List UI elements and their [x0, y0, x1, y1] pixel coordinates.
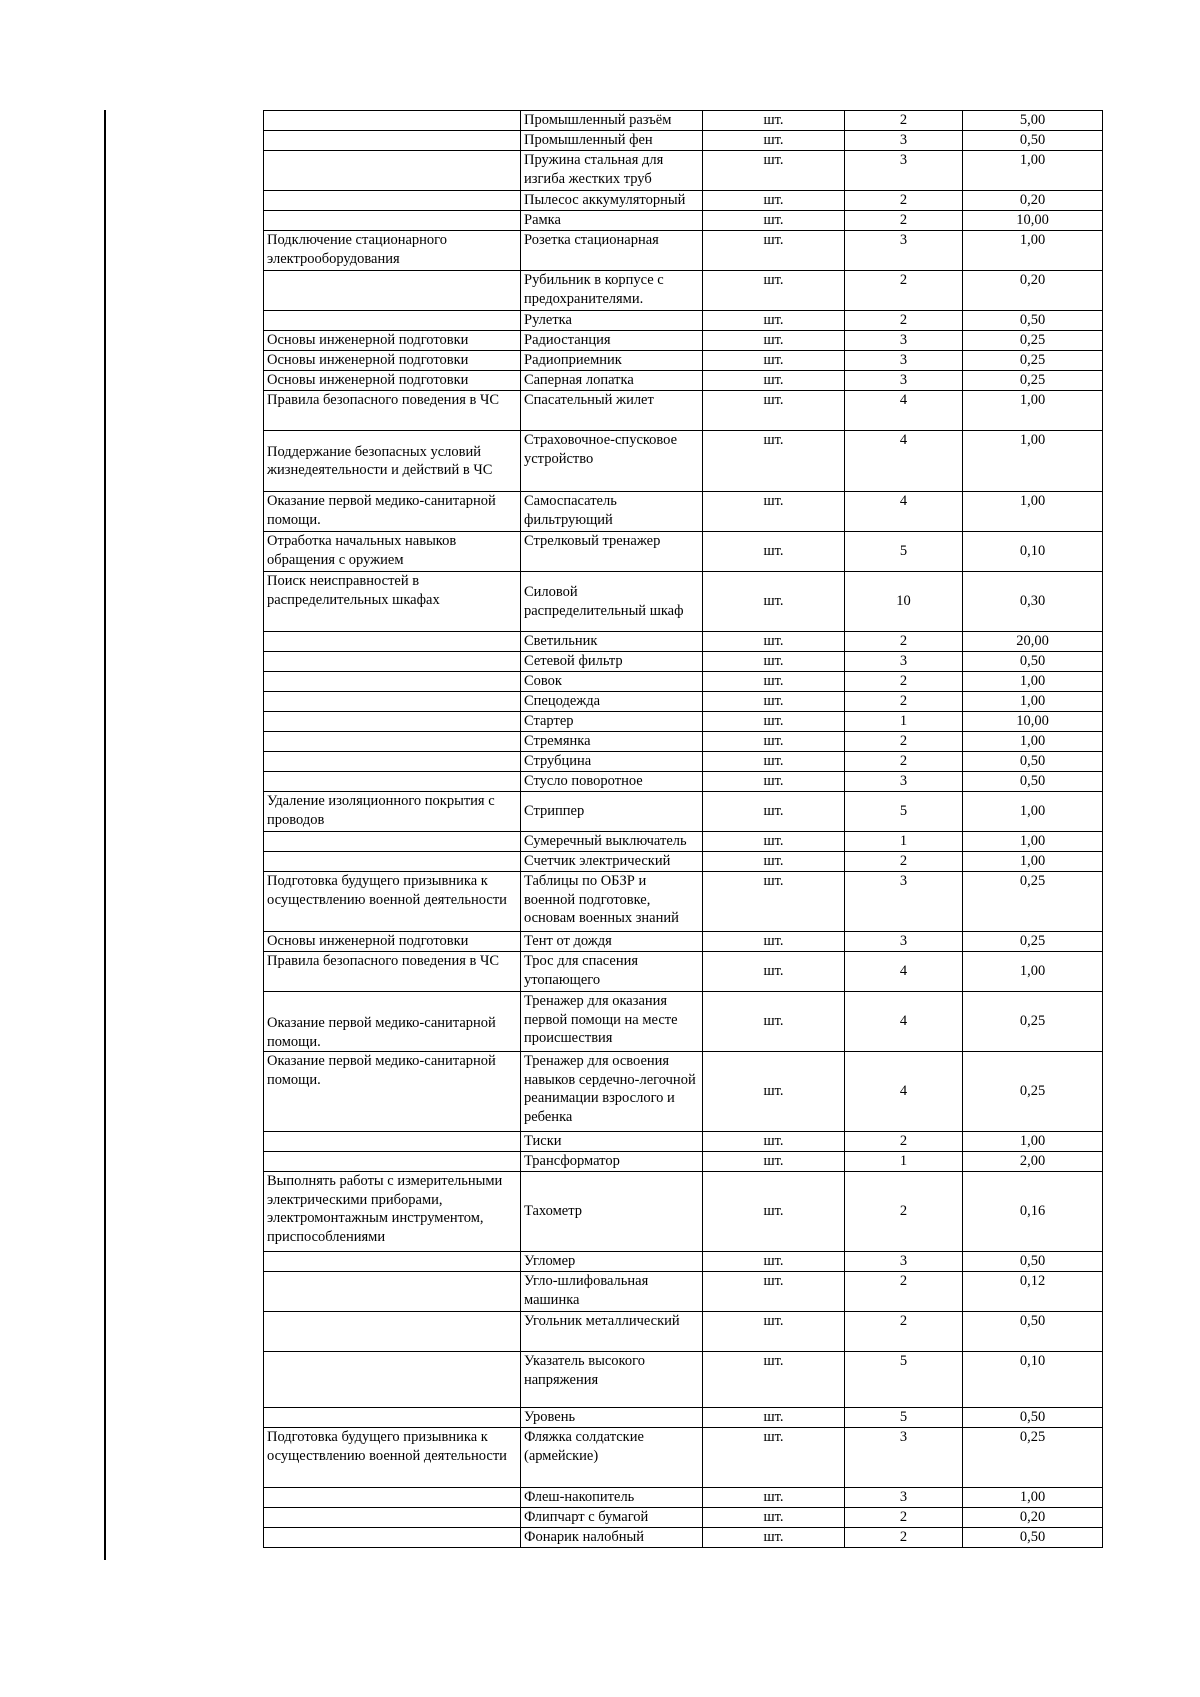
value-cell: 0,50 — [963, 1408, 1103, 1428]
topic-cell — [264, 1488, 521, 1508]
table-row — [264, 672, 1103, 692]
table-row — [264, 632, 1103, 652]
quantity-cell: 3 — [845, 231, 963, 271]
value-cell: 1,00 — [963, 732, 1103, 752]
item-name-cell: Пылесос аккумуляторный — [521, 191, 703, 211]
quantity-cell: 2 — [845, 1312, 963, 1352]
topic-cell — [264, 1528, 521, 1548]
topic-cell — [264, 772, 521, 792]
table-row — [264, 131, 1103, 151]
quantity-cell: 3 — [845, 351, 963, 371]
unit-cell: шт. — [703, 331, 845, 351]
quantity-cell: 1 — [845, 712, 963, 732]
value-cell: 1,00 — [963, 1132, 1103, 1152]
quantity-cell: 2 — [845, 852, 963, 872]
value-cell: 20,00 — [963, 632, 1103, 652]
topic-cell — [264, 1508, 521, 1528]
table-row — [264, 351, 1103, 371]
topic-cell — [264, 1152, 521, 1172]
table-row — [264, 572, 1103, 632]
unit-cell: шт. — [703, 311, 845, 331]
table-row — [264, 732, 1103, 752]
item-name-cell: Радиостанция — [521, 331, 703, 351]
topic-cell — [264, 271, 521, 311]
item-name-cell: Стусло поворотное — [521, 772, 703, 792]
quantity-cell: 3 — [845, 1488, 963, 1508]
quantity-cell: 2 — [845, 271, 963, 311]
value-cell: 0,25 — [963, 1428, 1103, 1488]
quantity-cell: 3 — [845, 331, 963, 351]
quantity-cell: 3 — [845, 652, 963, 672]
item-name-cell: Тренажер для освоения навыков сердечно-легочной реанимации взрослого и ребенка — [521, 1052, 703, 1132]
topic-cell — [264, 1352, 521, 1408]
unit-cell: шт. — [703, 772, 845, 792]
item-name-cell: Трос для спасения утопающего — [521, 952, 703, 992]
unit-cell: шт. — [703, 752, 845, 772]
topic-cell: Оказание первой медико-санитарной помощи. — [264, 492, 521, 532]
quantity-cell: 2 — [845, 191, 963, 211]
topic-cell — [264, 732, 521, 752]
topic-cell — [264, 632, 521, 652]
unit-cell: шт. — [703, 572, 845, 632]
value-cell: 0,50 — [963, 752, 1103, 772]
unit-cell: шт. — [703, 712, 845, 732]
unit-cell: шт. — [703, 1508, 845, 1528]
unit-cell: шт. — [703, 391, 845, 431]
topic-cell — [264, 692, 521, 712]
item-name-cell: Силовой распределительный шкаф — [521, 572, 703, 632]
topic-cell — [264, 832, 521, 852]
item-name-cell: Тент от дождя — [521, 932, 703, 952]
table-row — [264, 952, 1103, 992]
value-cell: 0,16 — [963, 1172, 1103, 1252]
unit-cell: шт. — [703, 852, 845, 872]
quantity-cell: 2 — [845, 692, 963, 712]
topic-cell: Правила безопасного поведения в ЧС — [264, 952, 521, 992]
quantity-cell: 1 — [845, 1152, 963, 1172]
topic-cell — [264, 672, 521, 692]
value-cell: 1,00 — [963, 952, 1103, 992]
topic-cell: Поиск неисправностей в распределительных шкафах — [264, 572, 521, 632]
value-cell: 0,25 — [963, 1052, 1103, 1132]
topic-cell — [264, 652, 521, 672]
unit-cell: шт. — [703, 732, 845, 752]
unit-cell: шт. — [703, 1528, 845, 1548]
quantity-cell: 4 — [845, 1052, 963, 1132]
unit-cell: шт. — [703, 111, 845, 131]
item-name-cell: Стартер — [521, 712, 703, 732]
quantity-cell: 2 — [845, 1172, 963, 1252]
unit-cell: шт. — [703, 952, 845, 992]
topic-cell: Правила безопасного поведения в ЧС — [264, 391, 521, 431]
value-cell: 0,10 — [963, 1352, 1103, 1408]
topic-cell: Выполнять работы с измерительными электрическими приборами, электромонтажным инструментом, приспособлениями — [264, 1172, 521, 1252]
unit-cell: шт. — [703, 1132, 845, 1152]
topic-cell: Поддержание безопасных условий жизнедеятельности и действий в ЧС — [264, 431, 521, 492]
value-cell: 1,00 — [963, 391, 1103, 431]
table-row — [264, 1528, 1103, 1548]
table-row — [264, 492, 1103, 532]
topic-cell — [264, 191, 521, 211]
item-name-cell: Трансформатор — [521, 1152, 703, 1172]
unit-cell: шт. — [703, 1252, 845, 1272]
item-name-cell: Рулетка — [521, 311, 703, 331]
topic-cell — [264, 712, 521, 732]
unit-cell: шт. — [703, 1152, 845, 1172]
unit-cell: шт. — [703, 351, 845, 371]
value-cell: 0,20 — [963, 271, 1103, 311]
table-row — [264, 1508, 1103, 1528]
value-cell: 1,00 — [963, 492, 1103, 532]
topic-cell: Подготовка будущего призывника к осуществлению военной деятельности — [264, 1428, 521, 1488]
unit-cell: шт. — [703, 431, 845, 492]
quantity-cell: 5 — [845, 1408, 963, 1428]
table-row — [264, 852, 1103, 872]
quantity-cell: 2 — [845, 732, 963, 752]
value-cell: 1,00 — [963, 431, 1103, 492]
unit-cell: шт. — [703, 692, 845, 712]
quantity-cell: 2 — [845, 111, 963, 131]
quantity-cell: 3 — [845, 1428, 963, 1488]
value-cell: 0,25 — [963, 351, 1103, 371]
quantity-cell: 4 — [845, 992, 963, 1052]
quantity-cell: 2 — [845, 211, 963, 231]
topic-cell — [264, 752, 521, 772]
value-cell: 0,50 — [963, 1252, 1103, 1272]
table-row — [264, 832, 1103, 852]
item-name-cell: Тренажер для оказания первой помощи на месте происшествия — [521, 992, 703, 1052]
quantity-cell: 5 — [845, 792, 963, 832]
topic-cell: Отработка начальных навыков обращения с оружием — [264, 532, 521, 572]
value-cell: 1,00 — [963, 672, 1103, 692]
unit-cell: шт. — [703, 1272, 845, 1312]
item-name-cell: Рубильник в корпусе с предохранителями. — [521, 271, 703, 311]
item-name-cell: Счетчик электрический — [521, 852, 703, 872]
topic-cell — [264, 1272, 521, 1312]
item-name-cell: Флеш-накопитель — [521, 1488, 703, 1508]
value-cell: 0,50 — [963, 772, 1103, 792]
unit-cell: шт. — [703, 151, 845, 191]
topic-cell — [264, 311, 521, 331]
quantity-cell: 2 — [845, 672, 963, 692]
table-row — [264, 191, 1103, 211]
value-cell: 5,00 — [963, 111, 1103, 131]
quantity-cell: 3 — [845, 1252, 963, 1272]
table-row — [264, 1132, 1103, 1152]
table-row — [264, 331, 1103, 351]
item-name-cell: Сетевой фильтр — [521, 652, 703, 672]
quantity-cell: 2 — [845, 1132, 963, 1152]
quantity-cell: 10 — [845, 572, 963, 632]
value-cell: 0,50 — [963, 311, 1103, 331]
table-row — [264, 1252, 1103, 1272]
table-row — [264, 431, 1103, 492]
unit-cell: шт. — [703, 632, 845, 652]
quantity-cell: 3 — [845, 151, 963, 191]
quantity-cell: 3 — [845, 772, 963, 792]
value-cell: 0,10 — [963, 532, 1103, 572]
quantity-cell: 5 — [845, 1352, 963, 1408]
unit-cell: шт. — [703, 1488, 845, 1508]
value-cell: 0,50 — [963, 131, 1103, 151]
value-cell: 10,00 — [963, 712, 1103, 732]
table-row — [264, 1172, 1103, 1252]
equipment-table-body — [264, 111, 1103, 1548]
unit-cell: шт. — [703, 1172, 845, 1252]
quantity-cell: 4 — [845, 391, 963, 431]
table-row — [264, 992, 1103, 1052]
item-name-cell: Светильник — [521, 632, 703, 652]
item-name-cell: Пружина стальная для изгиба жестких труб — [521, 151, 703, 191]
value-cell: 1,00 — [963, 231, 1103, 271]
quantity-cell: 5 — [845, 532, 963, 572]
item-name-cell: Промышленный разъём — [521, 111, 703, 131]
quantity-cell: 4 — [845, 431, 963, 492]
topic-cell: Оказание первой медико-санитарной помощи. — [264, 1052, 521, 1132]
unit-cell: шт. — [703, 371, 845, 391]
item-name-cell: Таблицы по ОБЗР и военной подготовке, основам военных знаний — [521, 872, 703, 932]
unit-cell: шт. — [703, 932, 845, 952]
value-cell: 1,00 — [963, 832, 1103, 852]
item-name-cell: Уровень — [521, 1408, 703, 1428]
unit-cell: шт. — [703, 872, 845, 932]
table-row — [264, 1312, 1103, 1352]
value-cell: 10,00 — [963, 211, 1103, 231]
value-cell: 1,00 — [963, 852, 1103, 872]
value-cell: 1,00 — [963, 151, 1103, 191]
table-row — [264, 752, 1103, 772]
unit-cell: шт. — [703, 992, 845, 1052]
unit-cell: шт. — [703, 191, 845, 211]
value-cell: 0,25 — [963, 932, 1103, 952]
unit-cell: шт. — [703, 532, 845, 572]
topic-cell — [264, 111, 521, 131]
topic-cell — [264, 1408, 521, 1428]
item-name-cell: Радиоприемник — [521, 351, 703, 371]
table-row — [264, 371, 1103, 391]
topic-cell — [264, 131, 521, 151]
equipment-table — [263, 110, 1103, 1548]
value-cell: 0,25 — [963, 371, 1103, 391]
quantity-cell: 3 — [845, 131, 963, 151]
item-name-cell: Стриппер — [521, 792, 703, 832]
quantity-cell: 2 — [845, 632, 963, 652]
table-row — [264, 1408, 1103, 1428]
item-name-cell: Струбцина — [521, 752, 703, 772]
topic-cell: Подключение стационарного электрооборудования — [264, 231, 521, 271]
table-row — [264, 1152, 1103, 1172]
table-row — [264, 652, 1103, 672]
value-cell: 0,12 — [963, 1272, 1103, 1312]
quantity-cell: 2 — [845, 1528, 963, 1548]
value-cell: 1,00 — [963, 692, 1103, 712]
table-row — [264, 391, 1103, 431]
topic-cell — [264, 211, 521, 231]
value-cell: 0,20 — [963, 191, 1103, 211]
unit-cell: шт. — [703, 652, 845, 672]
topic-cell: Основы инженерной подготовки — [264, 351, 521, 371]
quantity-cell: 3 — [845, 872, 963, 932]
topic-cell: Оказание первой медико-санитарной помощи. — [264, 992, 521, 1052]
table-row — [264, 792, 1103, 832]
value-cell: 0,25 — [963, 992, 1103, 1052]
table-row — [264, 151, 1103, 191]
table-row — [264, 692, 1103, 712]
quantity-cell: 4 — [845, 952, 963, 992]
table-row — [264, 1052, 1103, 1132]
unit-cell: шт. — [703, 672, 845, 692]
item-name-cell: Рамка — [521, 211, 703, 231]
unit-cell: шт. — [703, 1312, 845, 1352]
value-cell: 0,30 — [963, 572, 1103, 632]
quantity-cell: 2 — [845, 311, 963, 331]
table-row — [264, 1488, 1103, 1508]
table-row — [264, 772, 1103, 792]
unit-cell: шт. — [703, 832, 845, 852]
topic-cell: Подготовка будущего призывника к осуществлению военной деятельности — [264, 872, 521, 932]
quantity-cell: 2 — [845, 1508, 963, 1528]
item-name-cell: Угломер — [521, 1252, 703, 1272]
table-row — [264, 211, 1103, 231]
item-name-cell: Флипчарт с бумагой — [521, 1508, 703, 1528]
table-row — [264, 932, 1103, 952]
quantity-cell: 3 — [845, 932, 963, 952]
table-row — [264, 532, 1103, 572]
topic-cell: Удаление изоляционного покрытия с проводов — [264, 792, 521, 832]
item-name-cell: Указатель высокого напряжения — [521, 1352, 703, 1408]
item-name-cell: Стремянка — [521, 732, 703, 752]
quantity-cell: 1 — [845, 832, 963, 852]
value-cell: 1,00 — [963, 792, 1103, 832]
table-row — [264, 111, 1103, 131]
topic-cell — [264, 852, 521, 872]
unit-cell: шт. — [703, 492, 845, 532]
unit-cell: шт. — [703, 231, 845, 271]
value-cell: 0,50 — [963, 1528, 1103, 1548]
topic-cell — [264, 1132, 521, 1152]
item-name-cell: Спасательный жилет — [521, 391, 703, 431]
table-row — [264, 1272, 1103, 1312]
quantity-cell: 4 — [845, 492, 963, 532]
topic-cell: Основы инженерной подготовки — [264, 932, 521, 952]
item-name-cell: Промышленный фен — [521, 131, 703, 151]
unit-cell: шт. — [703, 1052, 845, 1132]
page-margin-line — [104, 110, 106, 1560]
table-row — [264, 712, 1103, 732]
topic-cell — [264, 1312, 521, 1352]
quantity-cell: 2 — [845, 1272, 963, 1312]
table-row — [264, 1352, 1103, 1408]
value-cell: 2,00 — [963, 1152, 1103, 1172]
unit-cell: шт. — [703, 271, 845, 311]
table-row — [264, 311, 1103, 331]
item-name-cell: Розетка стационарная — [521, 231, 703, 271]
topic-cell: Основы инженерной подготовки — [264, 331, 521, 351]
unit-cell: шт. — [703, 1352, 845, 1408]
topic-cell — [264, 151, 521, 191]
item-name-cell: Угольник металлический — [521, 1312, 703, 1352]
unit-cell: шт. — [703, 211, 845, 231]
table-row — [264, 231, 1103, 271]
item-name-cell: Страховочное-спусковое устройство — [521, 431, 703, 492]
item-name-cell: Сумеречный выключатель — [521, 832, 703, 852]
unit-cell: шт. — [703, 1428, 845, 1488]
quantity-cell: 2 — [845, 752, 963, 772]
value-cell: 0,50 — [963, 1312, 1103, 1352]
table-row — [264, 872, 1103, 932]
value-cell: 0,25 — [963, 331, 1103, 351]
item-name-cell: Фонарик налобный — [521, 1528, 703, 1548]
value-cell: 0,20 — [963, 1508, 1103, 1528]
item-name-cell: Совок — [521, 672, 703, 692]
topic-cell — [264, 1252, 521, 1272]
topic-cell: Основы инженерной подготовки — [264, 371, 521, 391]
quantity-cell: 3 — [845, 371, 963, 391]
item-name-cell: Саперная лопатка — [521, 371, 703, 391]
item-name-cell: Стрелковый тренажер — [521, 532, 703, 572]
value-cell: 0,50 — [963, 652, 1103, 672]
item-name-cell: Фляжка солдатские (армейские) — [521, 1428, 703, 1488]
item-name-cell: Тиски — [521, 1132, 703, 1152]
item-name-cell: Тахометр — [521, 1172, 703, 1252]
item-name-cell: Спецодежда — [521, 692, 703, 712]
item-name-cell: Угло-шлифовальная машинка — [521, 1272, 703, 1312]
table-row — [264, 271, 1103, 311]
value-cell: 1,00 — [963, 1488, 1103, 1508]
value-cell: 0,25 — [963, 872, 1103, 932]
item-name-cell: Самоспасатель фильтрующий — [521, 492, 703, 532]
table-row — [264, 1428, 1103, 1488]
unit-cell: шт. — [703, 1408, 845, 1428]
unit-cell: шт. — [703, 131, 845, 151]
unit-cell: шт. — [703, 792, 845, 832]
